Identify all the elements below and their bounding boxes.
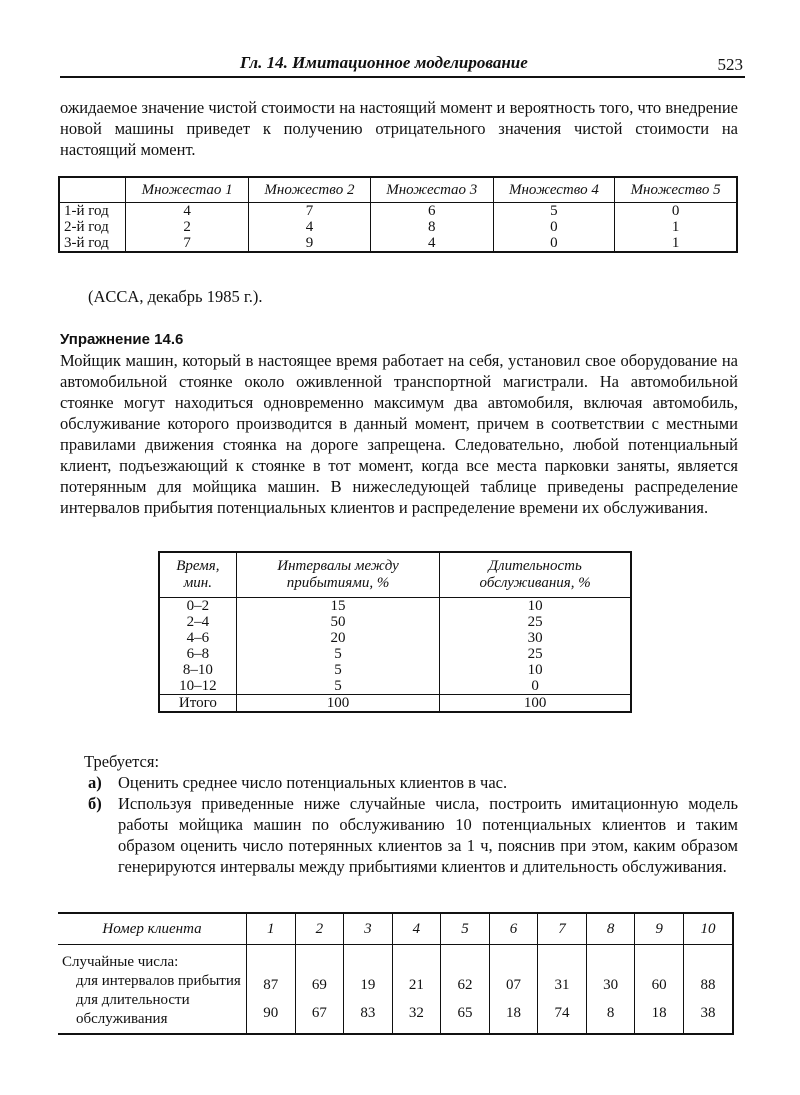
service-random-number: 32	[392, 993, 441, 1034]
table-row	[159, 662, 631, 678]
table-cell: 4	[249, 219, 371, 235]
table-row	[159, 678, 631, 695]
table-row	[159, 598, 631, 615]
table-cell: 25	[440, 646, 631, 662]
column-header: Множествo 2	[249, 177, 371, 203]
arrival-random-number: 87	[247, 945, 296, 994]
table-cell: 2-й год	[64, 219, 109, 235]
client-number: 3	[344, 913, 393, 945]
table-cell: 6	[370, 203, 493, 220]
row-label-line: для длительности обслуживания	[76, 992, 190, 1027]
client-number: 5	[441, 913, 490, 945]
table-cell: 4–6	[186, 630, 210, 646]
table-cell: 5	[236, 646, 440, 662]
service-random-number: 67	[295, 993, 344, 1034]
client-number: 7	[538, 913, 587, 945]
table-row	[159, 646, 631, 662]
service-random-number: 83	[344, 993, 393, 1034]
table-cell: 5	[236, 662, 440, 678]
client-number-header: Номер клиента	[58, 913, 247, 945]
requirements-list	[88, 772, 738, 877]
arrival-random-number: 69	[295, 945, 344, 994]
table-cell: 2–4	[186, 614, 210, 630]
table-cell: 7	[249, 203, 371, 220]
table-cell: 0	[493, 235, 614, 252]
client-number: 2	[295, 913, 344, 945]
arrival-random-number: 19	[344, 945, 393, 994]
item-marker: а)	[88, 773, 102, 792]
table-cell: 6–8	[186, 646, 210, 662]
table-cell: 4	[370, 235, 493, 252]
table-cell: 5	[493, 203, 614, 220]
arrival-random-number: 30	[586, 945, 635, 994]
total-cell: 100	[440, 695, 631, 713]
row-label	[58, 945, 247, 1035]
requirement-item	[88, 772, 738, 793]
client-number: 4	[392, 913, 441, 945]
item-text: Используя приведенные ниже случайные числа, построить имитационную модель работы мойщика машин по обслуживанию 10 потенциальных клиентов и таким образом оценить число потерянных клиентов за 1 ч, пояснив при этом, каким образом генерируются интервалы между прибытиями клиентов и длительность обслуживания.	[118, 794, 738, 876]
requirements-title: Требуется:	[84, 752, 160, 771]
service-random-number: 8	[586, 993, 635, 1034]
service-random-number: 18	[489, 993, 538, 1034]
arrival-random-number: 60	[635, 945, 684, 994]
page-number: 523	[717, 55, 743, 74]
table-cell: 1-й год	[64, 203, 109, 219]
table-cell: 25	[440, 614, 631, 630]
table-cell: 15	[236, 598, 440, 615]
table-cell: 3-й год	[64, 235, 109, 251]
running-title: Гл. 14. Имитационное моделирование	[240, 53, 528, 72]
client-number: 8	[586, 913, 635, 945]
exercise-text: Мойщик машин, который в настоящее время работает на себя, установил свое оборудование на автомобильной стоянке около оживленной транспортной магистрали. На автомобильной стоянке могут находиться одновременно максимум два автомобиля, включая автомобиль, обслуживание которого производится в данный момент, причем в соответствии с местными правилами движения стоянка на дороге запрещена. Следовательно, любой потенциальный клиент, подъезжающий к стоянке в тот момент, когда все места парковки заняты, является потерянным для мойщика машин. В нижеследующей таблице приведены распределение интервалов прибытия потенциальных клиентов и распределение времени их обслуживания.	[60, 351, 738, 517]
service-random-number: 18	[635, 993, 684, 1034]
random-numbers-row	[58, 945, 733, 994]
arrival-random-number: 62	[441, 945, 490, 994]
table-cell: 4	[126, 203, 249, 220]
page-header	[60, 50, 745, 78]
sets-table	[58, 176, 738, 253]
header-row	[159, 552, 631, 598]
header-row	[59, 177, 737, 203]
column-header: Множествo 5	[615, 177, 737, 203]
service-random-number: 65	[441, 993, 490, 1034]
arrival-random-number: 88	[683, 945, 733, 994]
client-number: 1	[247, 913, 296, 945]
exercise-title: Упражнение 14.6	[60, 331, 184, 348]
service-random-number: 74	[538, 993, 587, 1034]
column-header: Длительность обслуживания, %	[440, 552, 631, 598]
header-row	[58, 913, 733, 945]
table-cell: 30	[440, 630, 631, 646]
table-cell: 2	[126, 219, 249, 235]
table-cell: 10	[440, 598, 631, 615]
intro-paragraph: ожидаемое значение чистой стоимости на настоящий момент и вероятность того, что внедрение новой машины приведет к получению отрицательного значения чистой стоимости на настоящий момент.	[60, 98, 738, 159]
table-cell: 20	[236, 630, 440, 646]
total-cell: Итого	[159, 695, 236, 713]
table-cell: 5	[236, 678, 440, 695]
service-random-number: 38	[683, 993, 733, 1034]
row-label-line: для интервалов прибытия	[76, 973, 241, 989]
table-cell: 0	[493, 219, 614, 235]
table-row	[159, 630, 631, 646]
column-header: Множестao 3	[370, 177, 493, 203]
table-cell: 9	[249, 235, 371, 252]
table-cell: 8	[370, 219, 493, 235]
total-row	[159, 695, 631, 713]
column-header: Время, мин.	[159, 552, 236, 598]
arrival-random-number: 31	[538, 945, 587, 994]
client-number: 9	[635, 913, 684, 945]
requirement-item	[88, 793, 738, 877]
column-header: Множество 4	[493, 177, 614, 203]
table-row	[59, 219, 737, 235]
column-header: Множестao 1	[126, 177, 249, 203]
service-random-number: 90	[247, 993, 296, 1034]
column-header	[59, 177, 126, 203]
source-note: (ACCA, декабрь 1985 г.).	[88, 287, 263, 306]
table-cell: 0	[440, 678, 631, 695]
table-row	[59, 235, 737, 252]
table-cell: 50	[236, 614, 440, 630]
table-cell: 8–10	[182, 662, 213, 678]
table-row	[59, 203, 737, 220]
total-cell: 100	[236, 695, 440, 713]
item-text: Оценить среднее число потенциальных клиентов в час.	[118, 773, 508, 792]
random-numbers-table	[58, 912, 734, 1035]
column-header: Интервалы между прибытиями, %	[236, 552, 440, 598]
table-cell: 10–12	[179, 678, 217, 694]
table-cell: 0	[615, 203, 737, 220]
row-label-line: Случайные числа:	[62, 954, 179, 970]
table-cell: 1	[615, 219, 737, 235]
client-number: 10	[683, 913, 733, 945]
distribution-table	[158, 551, 632, 713]
table-cell: 1	[615, 235, 737, 252]
arrival-random-number: 21	[392, 945, 441, 994]
table-cell: 10	[440, 662, 631, 678]
arrival-random-number: 07	[489, 945, 538, 994]
item-marker: б)	[88, 794, 102, 813]
table-cell: 7	[126, 235, 249, 252]
table-row	[159, 614, 631, 630]
table-cell: 0–2	[186, 598, 210, 614]
client-number: 6	[489, 913, 538, 945]
